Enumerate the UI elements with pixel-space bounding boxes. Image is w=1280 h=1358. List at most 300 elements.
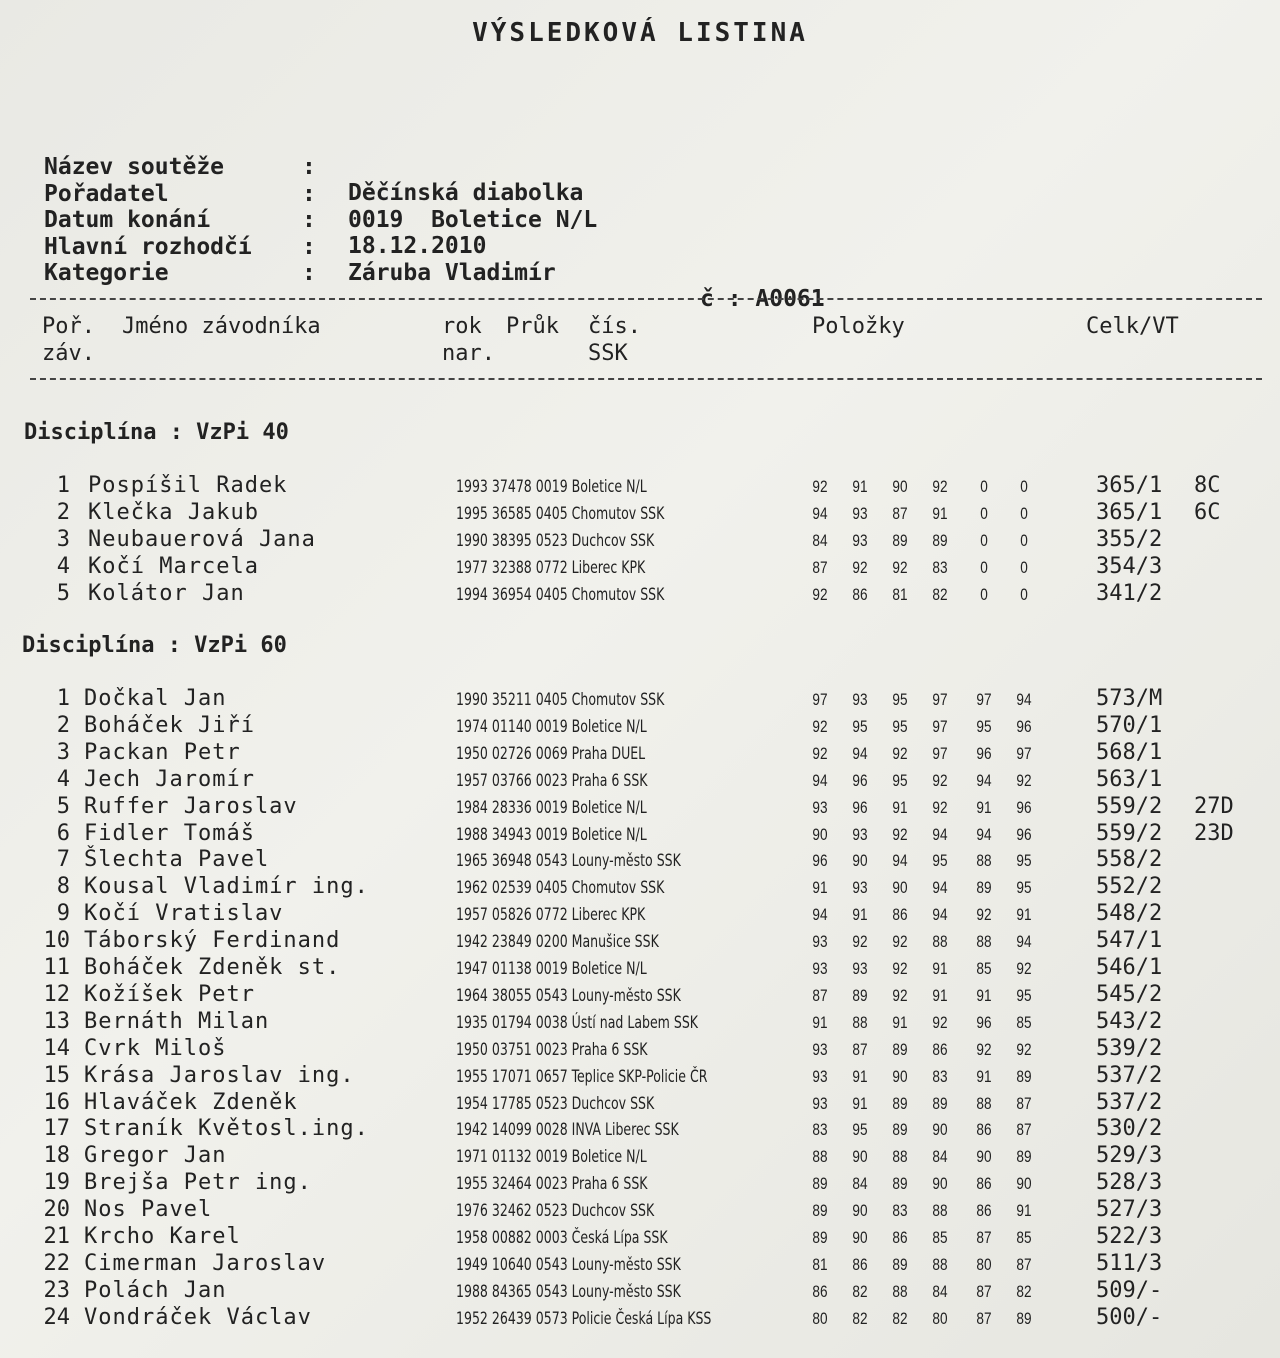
series-score: 89	[812, 1174, 828, 1194]
discipline-heading: Disciplína : VzPi 40	[24, 420, 289, 445]
result-row	[0, 1063, 1280, 1090]
meta-value: Děčínská diabolka	[348, 180, 584, 206]
rank: 10	[43, 928, 70, 954]
rank: 2	[56, 499, 70, 525]
series-score: 95	[892, 770, 908, 790]
series-score: 88	[932, 932, 948, 952]
competitor-name: Krása Jaroslav ing.	[84, 1062, 355, 1088]
series-score: 84	[852, 1174, 868, 1194]
series-score: 96	[976, 1012, 992, 1032]
total-score: 511/3	[1096, 1250, 1163, 1276]
series-score: 96	[852, 797, 868, 817]
competitor-name: Kočí Marcela	[88, 553, 259, 579]
series-score: 93	[852, 878, 868, 898]
competitor-info: 1947 01138 0019 Boletice N/L	[456, 959, 647, 979]
total-score: 365/1	[1096, 499, 1163, 525]
total-score: 563/1	[1096, 766, 1163, 792]
competitor-name: Krcho Karel	[84, 1224, 241, 1249]
series-score: 91	[976, 1066, 992, 1086]
competitor-info: 1984 28336 0019 Boletice N/L	[456, 797, 647, 818]
series-score: 92	[892, 959, 908, 978]
competitor-info: 1954 17785 0523 Duchcov SSK	[456, 1093, 655, 1114]
competitor-name: Kočí Vratislav	[84, 901, 284, 927]
competitor-name: Cimerman Jaroslav	[84, 1250, 327, 1276]
header-zav: záv.	[42, 341, 95, 366]
rank: 24	[43, 1304, 70, 1330]
series-score: 90	[852, 1147, 868, 1167]
series-score: 90	[892, 477, 908, 496]
competitor-name: Hlaváček Zdeněk	[84, 1089, 298, 1115]
series-score: 86	[892, 905, 908, 925]
result-row	[0, 473, 1280, 500]
header-nar: nar.	[442, 341, 495, 366]
total-score: 528/3	[1096, 1170, 1163, 1196]
series-score: 95	[976, 716, 992, 736]
result-row	[0, 527, 1280, 554]
rank: 19	[43, 1170, 70, 1196]
series-score: 92	[932, 797, 948, 817]
series-score: 90	[932, 1174, 948, 1194]
series-score: 89	[1016, 1308, 1032, 1328]
competitor-name: Nos Pavel	[84, 1197, 213, 1223]
series-score: 97	[1016, 743, 1032, 763]
series-score: 90	[932, 1120, 948, 1140]
result-row	[0, 713, 1280, 740]
competitor-info: 1950 03751 0023 Praha 6 SSK	[456, 1039, 648, 1060]
rank: 2	[56, 712, 70, 738]
series-score: 92	[1016, 1039, 1032, 1059]
total-score: 500/-	[1096, 1304, 1163, 1330]
total-score: 365/1	[1096, 473, 1163, 498]
series-score: 97	[976, 690, 992, 709]
meta-block	[44, 128, 825, 312]
total-score: 529/3	[1096, 1143, 1163, 1169]
meta-referee: Hlavní rozhodčí : Záruba Vladimír č : A0061	[44, 233, 825, 312]
rank: 21	[43, 1224, 70, 1249]
rank: 1	[56, 473, 70, 498]
rank: 5	[56, 793, 70, 819]
series-score: 85	[932, 1228, 948, 1247]
series-score: 86	[976, 1120, 992, 1140]
series-score: 93	[852, 503, 868, 523]
series-score: 86	[852, 584, 868, 604]
result-row	[0, 1170, 1280, 1197]
series-score: 81	[892, 584, 908, 604]
series-score: 84	[812, 530, 828, 550]
series-score: 94	[892, 851, 908, 871]
competitor-info: 1955 17071 0657 Teplice SKP-Policie ČR	[456, 1066, 708, 1087]
series-score: 93	[852, 824, 868, 844]
series-score: 80	[976, 1254, 992, 1274]
result-row	[0, 955, 1280, 982]
series-score: 80	[932, 1308, 948, 1328]
competitor-info: 1952 26439 0573 Policie Česká Lípa KSS	[456, 1308, 712, 1329]
total-score: 568/1	[1096, 739, 1163, 765]
total-score: 530/2	[1096, 1116, 1163, 1142]
competitor-info: 1949 10640 0543 Louny-město SSK	[456, 1254, 681, 1275]
series-score: 91	[812, 878, 828, 898]
series-score: 97	[812, 690, 828, 709]
meta-label: Pořadatel	[44, 180, 169, 207]
series-score: 87	[812, 557, 828, 577]
competitor-name: Gregor Jan	[84, 1143, 227, 1169]
series-score: 92	[932, 770, 948, 790]
divider	[30, 378, 1262, 380]
competitor-info: 1974 01140 0019 Boletice N/L	[456, 716, 647, 737]
result-row	[0, 928, 1280, 955]
competitor-info: 1957 03766 0023 Praha 6 SSK	[456, 770, 648, 791]
competitor-info: 1965 36948 0543 Louny-město SSK	[456, 851, 681, 872]
series-score: 0	[1020, 530, 1028, 550]
competitor-name: Brejša Petr ing.	[84, 1170, 312, 1196]
series-score: 87	[976, 1228, 992, 1247]
series-score: 94	[932, 824, 948, 844]
series-score: 92	[852, 557, 868, 577]
rank: 1	[56, 686, 70, 711]
rank: 23	[43, 1277, 70, 1303]
series-score: 91	[852, 477, 868, 496]
rank: 4	[56, 766, 70, 792]
series-score: 91	[852, 1093, 868, 1113]
rank: 7	[56, 847, 70, 873]
competitor-name: Neubauerová Jana	[88, 526, 316, 552]
series-score: 85	[1016, 1228, 1032, 1247]
series-score: 97	[932, 690, 948, 709]
total-score: 543/2	[1096, 1008, 1163, 1034]
series-score: 92	[812, 477, 828, 496]
series-score: 83	[932, 1066, 948, 1086]
page-title: VÝSLEDKOVÁ LISTINA	[472, 18, 808, 48]
series-score: 92	[812, 743, 828, 763]
rank: 11	[43, 955, 70, 980]
competitor-info: 1995 36585 0405 Chomutov SSK	[456, 503, 665, 524]
series-score: 88	[976, 851, 992, 871]
competitor-name: Bernáth Milan	[84, 1008, 270, 1034]
competitor-info: 1962 02539 0405 Chomutov SSK	[456, 878, 665, 899]
total-score: 559/2	[1096, 820, 1163, 846]
result-row	[0, 740, 1280, 767]
series-score: 0	[1020, 503, 1028, 523]
series-score: 88	[892, 1281, 908, 1301]
total-score: 573/M	[1096, 686, 1163, 711]
competitor-name: Fidler Tomáš	[84, 820, 255, 846]
meta-label: Název soutěže	[44, 154, 225, 180]
rank: 12	[43, 981, 70, 1007]
meta-label: Datum konání	[44, 207, 211, 233]
series-score: 89	[892, 1039, 908, 1059]
series-score: 83	[812, 1120, 828, 1140]
series-score: 92	[892, 743, 908, 763]
competitor-name: Dočkal Jan	[84, 686, 227, 711]
series-score: 92	[1016, 959, 1032, 978]
series-score: 90	[812, 824, 828, 844]
rank: 6	[56, 820, 70, 846]
series-score: 95	[1016, 851, 1032, 871]
series-score: 95	[932, 851, 948, 871]
tiebreak: 27D	[1194, 793, 1234, 819]
result-row	[0, 554, 1280, 581]
series-score: 82	[852, 1308, 868, 1328]
series-score: 94	[932, 905, 948, 925]
result-row	[0, 1251, 1280, 1278]
competitor-info: 1971 01132 0019 Boletice N/L	[456, 1147, 647, 1168]
total-score: 548/2	[1096, 901, 1163, 927]
competitor-name: Kolátor Jan	[88, 580, 245, 606]
series-score: 89	[932, 1093, 948, 1113]
series-score: 93	[812, 1066, 828, 1086]
series-score: 89	[1016, 1147, 1032, 1167]
result-row	[0, 874, 1280, 901]
competitor-info: 1957 05826 0772 Liberec KPK	[456, 905, 646, 926]
series-score: 90	[852, 1228, 868, 1247]
series-score: 83	[932, 557, 948, 577]
series-score: 90	[892, 878, 908, 898]
meta-value: 0019 Boletice N/L	[348, 206, 598, 233]
series-score: 88	[852, 1012, 868, 1032]
competitor-info: 1994 36954 0405 Chomutov SSK	[456, 584, 665, 605]
series-score: 93	[812, 959, 828, 978]
header-name: Jméno závodníka	[122, 314, 321, 339]
series-score: 88	[976, 932, 992, 952]
series-score: 86	[932, 1039, 948, 1059]
series-score: 95	[852, 716, 868, 736]
result-row	[0, 794, 1280, 821]
competitor-name: Jech Jaromír	[84, 766, 255, 792]
series-score: 92	[976, 1039, 992, 1059]
series-score: 91	[932, 959, 948, 978]
series-score: 93	[812, 932, 828, 952]
series-score: 87	[1016, 1254, 1032, 1274]
rank: 8	[56, 874, 70, 900]
header-pruk: Průk	[506, 314, 559, 339]
total-score: 537/2	[1096, 1062, 1163, 1088]
competitor-info: 1942 14099 0028 INVA Liberec SSK	[456, 1120, 679, 1141]
series-score: 96	[1016, 824, 1032, 844]
series-score: 90	[976, 1147, 992, 1167]
series-score: 92	[932, 477, 948, 496]
series-score: 0	[980, 557, 988, 577]
series-score: 90	[1016, 1174, 1032, 1194]
series-score: 96	[852, 770, 868, 790]
series-score: 93	[852, 690, 868, 709]
series-score: 87	[1016, 1093, 1032, 1113]
meta-value: 18.12.2010	[348, 233, 487, 259]
rank: 17	[43, 1116, 70, 1142]
rank: 20	[43, 1197, 70, 1223]
series-score: 85	[976, 959, 992, 978]
series-score: 0	[980, 530, 988, 550]
total-score: 354/3	[1096, 553, 1163, 579]
series-score: 94	[976, 824, 992, 844]
competitor-name: Kousal Vladimír ing.	[84, 874, 369, 900]
series-score: 91	[892, 1012, 908, 1032]
result-row	[0, 982, 1280, 1009]
series-score: 97	[932, 716, 948, 736]
series-score: 88	[812, 1147, 828, 1167]
rank: 9	[56, 901, 70, 927]
meta-label: Kategorie	[44, 260, 169, 286]
total-score: 552/2	[1096, 874, 1163, 900]
result-row	[0, 581, 1280, 608]
series-score: 83	[892, 1201, 908, 1221]
meta-date: Datum konání : 18.12.2010	[44, 207, 487, 259]
meta-label: Hlavní rozhodčí	[44, 233, 252, 260]
result-row	[0, 1197, 1280, 1224]
discipline-heading: Disciplína : VzPi 60	[22, 633, 287, 658]
competitor-name: Šlechta Pavel	[84, 847, 270, 873]
series-score: 82	[892, 1308, 908, 1328]
competitor-info: 1976 32462 0523 Duchcov SSK	[456, 1201, 655, 1222]
series-score: 80	[812, 1308, 828, 1328]
competitor-name: Táborský Ferdinand	[84, 928, 341, 954]
total-score: 547/1	[1096, 928, 1163, 954]
series-score: 95	[852, 1120, 868, 1140]
competitor-name: Vondráček Václav	[84, 1304, 312, 1330]
series-score: 95	[1016, 985, 1032, 1005]
competitor-info: 1964 38055 0543 Louny-město SSK	[456, 985, 681, 1006]
series-score: 87	[976, 1308, 992, 1328]
series-score: 92	[892, 557, 908, 577]
competitor-name: Polách Jan	[84, 1277, 227, 1303]
competitor-name: Straník Květosl.ing.	[84, 1116, 369, 1142]
competitor-info: 1958 00882 0003 Česká Lípa SSK	[456, 1228, 668, 1248]
competitor-name: Klečka Jakub	[88, 499, 259, 525]
total-score: 527/3	[1096, 1197, 1163, 1223]
series-score: 87	[892, 503, 908, 523]
header-por: Poř.	[42, 314, 95, 339]
competitor-name: Packan Petr	[84, 739, 241, 765]
competitor-name: Pospíšil Radek	[88, 473, 288, 498]
total-score: 558/2	[1096, 847, 1163, 873]
meta-category: Kategorie :	[44, 260, 316, 286]
total-score: 341/2	[1096, 580, 1163, 606]
total-score: 509/-	[1096, 1277, 1163, 1303]
series-score: 89	[812, 1201, 828, 1221]
rank: 3	[56, 526, 70, 552]
series-score: 90	[892, 1066, 908, 1086]
result-row	[0, 1143, 1280, 1170]
result-row	[0, 767, 1280, 794]
series-score: 81	[812, 1254, 828, 1274]
series-score: 95	[892, 716, 908, 736]
series-score: 84	[932, 1147, 948, 1167]
competitor-info: 1993 37478 0019 Boletice N/L	[456, 477, 647, 497]
series-score: 89	[892, 530, 908, 550]
divider	[30, 298, 1262, 300]
result-row	[0, 901, 1280, 928]
series-score: 91	[812, 1012, 828, 1032]
result-row	[0, 1278, 1280, 1305]
header-cis: čís.	[588, 314, 641, 339]
rank: 18	[43, 1143, 70, 1169]
series-score: 89	[976, 878, 992, 898]
series-score: 89	[892, 1174, 908, 1194]
tiebreak: 6C	[1194, 499, 1221, 525]
competitor-info: 1942 23849 0200 Manušice SSK	[456, 932, 659, 953]
series-score: 94	[976, 770, 992, 790]
series-score: 92	[892, 824, 908, 844]
meta-competition: Název soutěže : Děčínská diabolka	[44, 154, 584, 206]
series-score: 93	[812, 1039, 828, 1059]
series-score: 94	[852, 743, 868, 763]
competitor-info: 1990 35211 0405 Chomutov SSK	[456, 690, 665, 710]
series-score: 88	[976, 1093, 992, 1113]
rank: 5	[56, 580, 70, 606]
total-score: 546/1	[1096, 955, 1163, 980]
rank: 16	[43, 1089, 70, 1115]
competitor-info: 1935 01794 0038 Ústí nad Labem SSK	[456, 1012, 699, 1033]
series-score: 91	[1016, 905, 1032, 925]
competitor-info: 1977 32388 0772 Liberec KPK	[456, 557, 646, 578]
series-score: 94	[812, 905, 828, 925]
series-score: 0	[1020, 557, 1028, 577]
competitor-name: Ruffer Jaroslav	[84, 793, 298, 819]
result-row	[0, 1305, 1280, 1332]
competitor-info: 1990 38395 0523 Duchcov SSK	[456, 530, 655, 551]
series-score: 85	[1016, 1012, 1032, 1032]
series-score: 96	[1016, 797, 1032, 817]
meta-organizer: Pořadatel : 0019 Boletice N/L	[44, 180, 598, 233]
series-score: 0	[980, 584, 988, 604]
result-row	[0, 821, 1280, 848]
series-score: 87	[852, 1039, 868, 1059]
series-score: 92	[1016, 770, 1032, 790]
series-score: 89	[892, 1093, 908, 1113]
series-score: 97	[932, 743, 948, 763]
rank: 14	[43, 1035, 70, 1061]
series-score: 91	[932, 503, 948, 523]
competitor-info: 1950 02726 0069 Praha DUEL	[456, 743, 646, 764]
series-score: 94	[812, 770, 828, 790]
series-score: 89	[1016, 1066, 1032, 1086]
series-score: 0	[1020, 584, 1028, 604]
series-score: 93	[812, 797, 828, 817]
series-score: 0	[1020, 477, 1028, 496]
series-score: 89	[892, 1120, 908, 1140]
result-row	[0, 1009, 1280, 1036]
series-score: 91	[976, 985, 992, 1005]
series-score: 92	[976, 905, 992, 925]
series-score: 92	[812, 716, 828, 736]
result-row	[0, 1036, 1280, 1063]
series-score: 0	[980, 477, 988, 496]
header-polozky: Položky	[812, 314, 905, 339]
series-score: 87	[1016, 1120, 1032, 1140]
competitor-name: Boháček Zdeněk st.	[84, 955, 341, 980]
series-score: 92	[892, 985, 908, 1005]
competitor-name: Kožíšek Petr	[84, 981, 255, 1007]
series-score: 88	[932, 1254, 948, 1274]
tiebreak: 8C	[1194, 473, 1221, 498]
series-score: 92	[932, 1012, 948, 1032]
series-score: 93	[852, 959, 868, 978]
series-score: 94	[1016, 932, 1032, 952]
series-score: 93	[812, 1093, 828, 1113]
series-score: 88	[932, 1201, 948, 1221]
series-score: 90	[852, 851, 868, 871]
series-score: 96	[976, 743, 992, 763]
series-score: 94	[1016, 690, 1032, 709]
series-score: 87	[976, 1281, 992, 1301]
series-score: 89	[812, 1228, 828, 1247]
series-score: 91	[892, 797, 908, 817]
series-score: 82	[932, 584, 948, 604]
series-score: 86	[892, 1228, 908, 1247]
series-score: 89	[852, 985, 868, 1005]
series-score: 87	[812, 985, 828, 1005]
total-score: 570/1	[1096, 712, 1163, 738]
series-score: 94	[932, 878, 948, 898]
